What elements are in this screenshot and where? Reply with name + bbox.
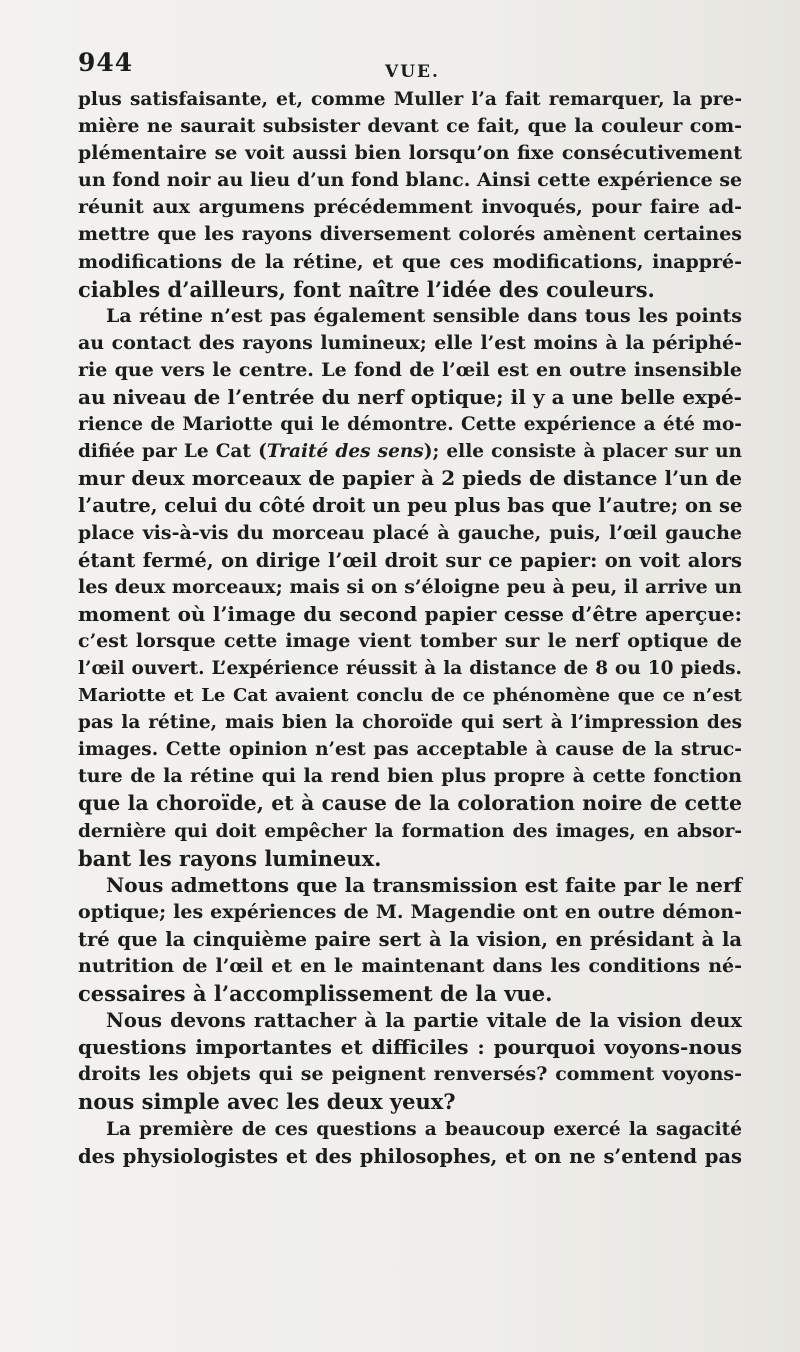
text-line: un fond noir au lieu d’un fond blanc. Ainsi cette expérience se — [78, 169, 743, 192]
page-header — [0, 48, 800, 88]
text-line: Nous admettons que la transmission est faite par le nerf — [106, 872, 742, 897]
text-line: pas la rétine, mais bien la choroïde qui sert à l’impression des — [78, 712, 742, 734]
text-line: rience de Mariotte qui le démontre. Cette expérience a été mo- — [78, 414, 742, 436]
italic-title: Traité des sens — [266, 441, 424, 463]
text-line: bant les rayons lumineux. — [78, 845, 382, 871]
text-line: dernière qui doit empêcher la formation des images, en absor- — [78, 820, 742, 842]
text-line: droits les objets qui se peignent renversés? comment voyons- — [78, 1063, 742, 1086]
text-line: réunit aux argumens précédemment invoqués, pour faire ad- — [78, 196, 742, 219]
text-line: ture de la rétine qui la rend bien plus propre à cette fonction — [78, 765, 742, 788]
text-line: rie que vers le centre. Le fond de l’œil est en outre insensible — [78, 358, 742, 381]
text-line: l’autre, celui du côté droit un peu plus bas que l’autre; on se — [78, 494, 743, 518]
text-line: étant fermé, on dirige l’œil droit sur ce papier: on voit alors — [78, 548, 742, 572]
text-line: questions importantes et difficiles : pourquoi voyons-nous — [78, 1035, 742, 1060]
text-line: les deux morceaux; mais si on s’éloigne peu à peu, il arrive un — [78, 575, 742, 598]
text-line: cessaires à l’accomplissement de la vue. — [78, 981, 553, 1007]
text-line: tré que la cinquième paire sert à la vision, en présidant à la — [78, 927, 742, 951]
text-line: Mariotte et Le Cat avaient conclu de ce phénomène que ce n’est — [78, 685, 742, 707]
text-line: au niveau de l’entrée du nerf optique; il y a une belle expé- — [78, 385, 742, 410]
text-line: plus satisfaisante, et, comme Muller l’a fait remarquer, la pre- — [78, 89, 742, 110]
text-line: Nous devons rattacher à la partie vitale de la vision deux — [106, 1009, 742, 1033]
text-line: que la choroïde, et à cause de la coloration noire de cette — [78, 791, 742, 816]
text-segment: ); elle consiste à placer sur un — [423, 441, 742, 463]
text-line: des physiologistes et des philosophes, et on ne s’entend pas — [78, 1144, 742, 1168]
text-line: La rétine n’est pas également sensible dans tous les points — [106, 304, 742, 327]
running-head: VUE. — [385, 62, 440, 82]
text-segment: difiée par Le Cat ( — [78, 441, 267, 463]
text-line: moment où l’image du second papier cesse d’être aperçue: — [78, 601, 742, 626]
body-text — [78, 86, 742, 1170]
text-line: La première de ces questions a beaucoup exercé la sagacité — [106, 1118, 742, 1140]
text-line — [78, 438, 742, 465]
text-line: nous simple avec les deux yeux? — [78, 1089, 456, 1115]
text-line: images. Cette opinion n’est pas acceptable à cause de la struc- — [78, 739, 742, 761]
text-line: ciables d’ailleurs, font naître l’idée des couleurs. — [78, 276, 655, 302]
text-line: mettre que les rayons diversement colorés amènent certaines — [78, 223, 742, 246]
text-line: mur deux morceaux de papier à 2 pieds de distance l’un de — [78, 466, 742, 491]
text-line: plémentaire se voit aussi bien lorsqu’on fixe consécutivement — [78, 142, 742, 165]
text-line: c’est lorsque cette image vient tomber sur le nerf optique de — [78, 629, 742, 652]
text-line: optique; les expériences de M. Magendie ont en outre démon- — [78, 900, 742, 923]
text-line: au contact des rayons lumineux; elle l’est moins à la périphé- — [78, 331, 742, 354]
page-number: 944 — [78, 48, 134, 77]
text-line: place vis-à-vis du morceau placé à gauche, puis, l’œil gauche — [78, 521, 742, 544]
text-line: nutrition de l’œil et en le maintenant dans les conditions né- — [78, 955, 742, 977]
text-line: l’œil ouvert. L’expérience réussit à la distance de 8 ou 10 pieds. — [78, 657, 742, 679]
text-line: mière ne saurait subsister devant ce fait, que la couleur com- — [78, 115, 742, 138]
text-line: modifications de la rétine, et que ces modifications, inappré- — [78, 250, 742, 273]
